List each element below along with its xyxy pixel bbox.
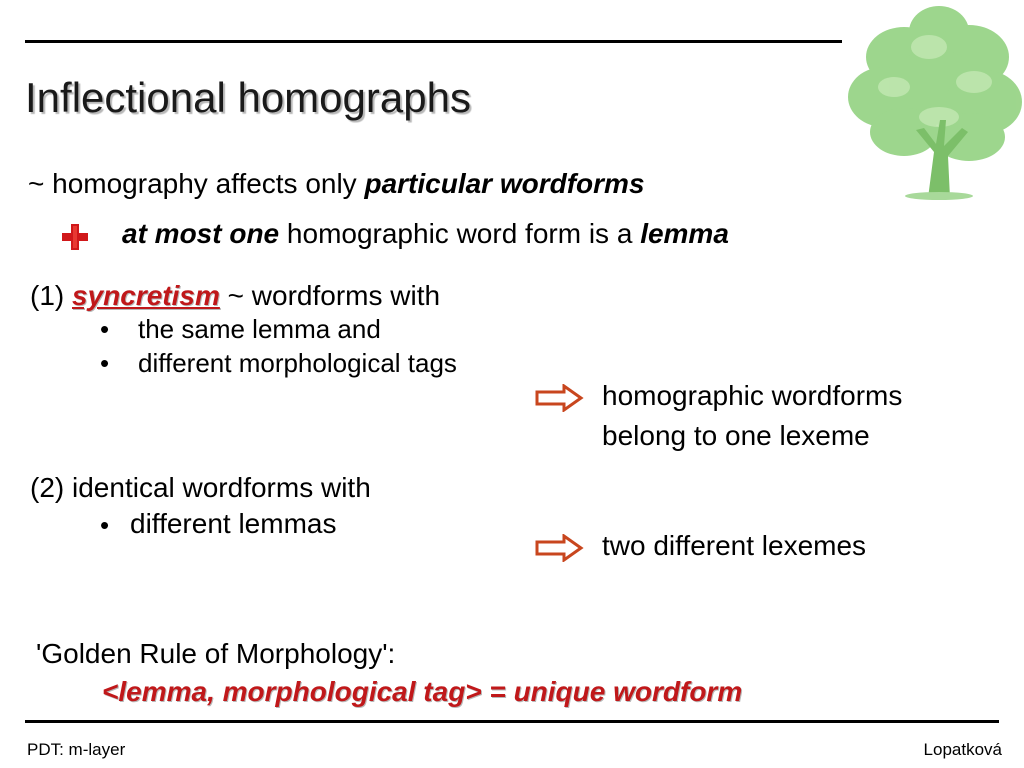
arrow-right-icon: [534, 384, 584, 412]
note-line: [122, 218, 729, 250]
intro-emphasis: particular wordforms: [364, 168, 645, 199]
result2-text: two different lexemes: [602, 530, 867, 561]
tree-illustration: [844, 2, 1024, 200]
footer-right: Lopatková: [923, 740, 1002, 759]
rule-text: <lemma, morphological tag> = unique wordform: [102, 676, 743, 707]
item2-bullet: •: [100, 510, 110, 540]
item1-bullet-text: different morphological tags: [138, 348, 457, 378]
item1-rest: ~ wordforms with: [219, 280, 441, 311]
footer-left: PDT: m-layer: [27, 740, 126, 759]
item2-line: (2) identical wordforms with: [30, 472, 371, 503]
rule-label: 'Golden Rule of Morphology':: [36, 638, 396, 669]
note-emphasis-2: lemma: [640, 218, 729, 249]
intro-line: [28, 168, 645, 200]
item1-number: (1): [30, 280, 72, 311]
arrow-right-icon: [534, 534, 584, 562]
item1-term: syncretism: [72, 280, 220, 311]
item1-bullet: •: [100, 348, 110, 378]
item2-bullet-text: different lemmas: [130, 508, 337, 539]
top-rule: [25, 40, 842, 43]
result1-line1: homographic wordforms: [602, 380, 903, 411]
slide-title: Inflectional homographs: [25, 74, 471, 121]
item1-bullet: •: [100, 314, 110, 344]
intro-prefix: ~ homography affects only: [28, 168, 365, 199]
bottom-rule: [25, 720, 999, 723]
note-emphasis-1: at most one: [122, 218, 280, 249]
result1-line2: belong to one lexeme: [602, 420, 870, 451]
item1-line: [30, 280, 440, 312]
plus-icon: [60, 222, 90, 252]
item1-bullet-text: the same lemma and: [138, 314, 381, 344]
note-middle: homographic word form is a: [279, 218, 641, 249]
